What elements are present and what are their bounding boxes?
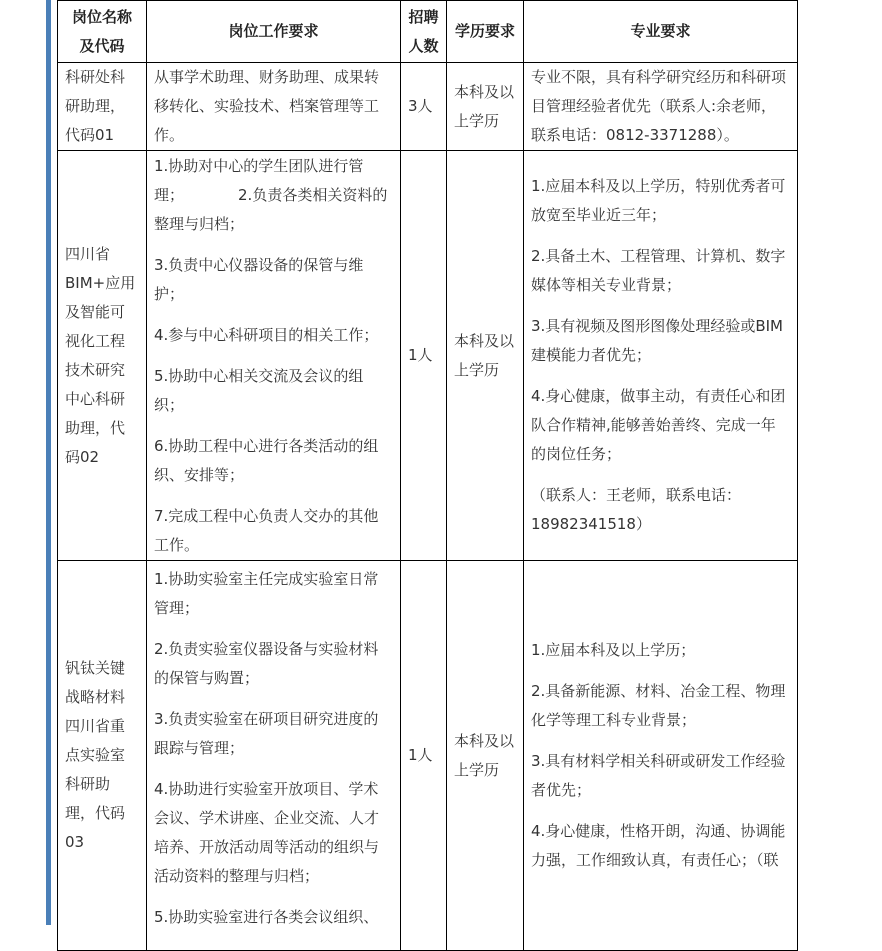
duty-item: 1.协助实验室主任完成实验室日常管理； [154,570,379,617]
left-accent-bar [46,0,51,925]
count-cell: 1人 [401,561,447,951]
education-cell: 本科及以上学历 [447,561,524,951]
duties-cell [147,561,401,951]
duty-item: 5.协助实验室进行各类会议组织、 [154,908,379,926]
duty-item: 1.协助对中心的学生团队进行管理； [154,156,364,204]
duty-item: 3.负责中心仪器设备的保管与维护； [154,255,364,303]
header-duties: 岗位工作要求 [147,1,401,63]
header-education: 学历要求 [447,1,524,63]
table-row [58,561,798,951]
header-count: 招聘人数 [401,1,447,63]
position-name: 钒钛关键战略材料四川省重点实验室科研助理，代码03 [58,561,147,951]
position-name: 四川省BIM+应用及智能可视化工程技术研究中心科研助理，代码02 [58,151,147,561]
contact-note: （联系人：王老师，联系电话：18982341518） [531,486,742,533]
duty-item: 6.协助工程中心进行各类活动的组织、安排等； [154,436,379,484]
count-cell: 1人 [401,151,447,561]
requirement-item: 3.具有材料学相关科研或研发工作经验者优先； [531,752,786,799]
duties-cell [147,151,401,561]
requirements-cell: 专业不限，具有科学研究经历和科研项目管理经验者优先（联系人:余老师，联系电话：0812-3371288）。 [524,63,798,151]
count-cell: 3人 [401,63,447,151]
requirement-item: 1.应届本科及以上学历，特别优秀者可放宽至毕业近三年； [531,177,786,224]
table-header-row [58,1,798,63]
duty-item: 4.协助进行实验室开放项目、学术会议、学术讲座、企业交流、人才培养、开放活动周等活动的组织与活动资料的整理与归档； [154,780,380,885]
duty-item: 5.协助中心相关交流及会议的组织； [154,366,364,414]
requirement-item: 3.具有视频及图形图像处理经验或BIM建模能力者优先； [531,317,783,364]
requirement-item: 1.应届本科及以上学历； [531,641,696,659]
requirement-item: 4.身心健康，做事主动，有责任心和团队合作精神,能够善始善终、完成一年的岗位任务； [531,387,786,463]
duty-item: 2.负责各类相关资料的整理与归档； [154,185,388,233]
requirement-item: 2.具备新能源、材料、冶金工程、物理化学等理工科专业背景； [531,682,786,729]
header-position-name: 岗位名称及代码 [58,1,147,63]
header-major: 专业要求 [524,1,798,63]
job-table [57,0,798,951]
duty-item: 2.负责实验室仪器设备与实验材料的保管与购置； [154,640,379,687]
requirements-cell [524,561,798,951]
requirement-item: 4.身心健康，性格开朗，沟通、协调能力强，工作细致认真，有责任心；（联 [531,822,786,869]
table-row [58,63,798,151]
duty-item: 7.完成工程中心负责人交办的其他工作。 [154,506,379,554]
education-cell: 本科及以上学历 [447,63,524,151]
requirements-cell [524,151,798,561]
education-cell: 本科及以上学历 [447,151,524,561]
duties-cell: 从事学术助理、财务助理、成果转移转化、实验技术、档案管理等工作。 [147,63,401,151]
position-name: 科研处科研助理，代码01 [58,63,147,151]
duty-item: 3.负责实验室在研项目研究进度的跟踪与管理； [154,710,379,757]
requirement-item: 2.具备土木、工程管理、计算机、数字媒体等相关专业背景； [531,247,786,294]
table-row [58,151,798,561]
duty-item: 4.参与中心科研项目的相关工作； [154,325,379,344]
